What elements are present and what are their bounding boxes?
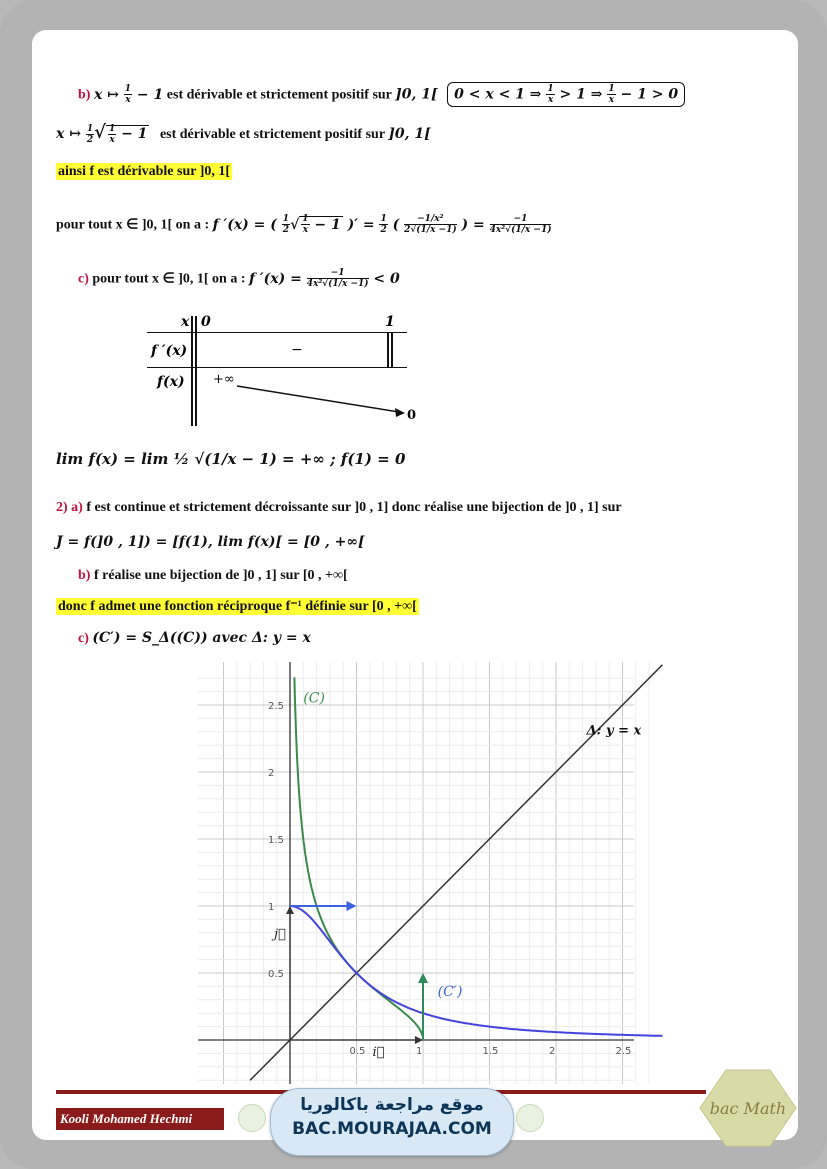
y-tick-label: 2.5 [268,701,284,712]
label-i: i⃗ [372,1045,385,1060]
line-derivative: pour tout x ∈ ]0, 1[ on a : f ′(x) = ( $\frac{1}{2}$ √ $\frac{1}{x}$ − 1 )′ = $\frac{1}{2}$ ( $\frac{\text{−1/x²}}{2√(1/x -1)}$ ) = $\frac{-1}{\text{4x²√(1/x −1)}}$ [56,214,552,235]
author-name: Kooli Mohamed Hechmi [56,1108,224,1130]
table-fprime-sign: − [291,342,303,358]
line-b: b) x ↦ $\frac{1}{x}$ − 1 est dérivable et strictement positif sur ]0, 1[ 0 < x < 1 ⇒ $\frac{1}{x}$ > 1 ⇒ $\frac{1}{x}$ − 1 > 0 [78,82,685,107]
x-tick-label: 2.5 [615,1046,632,1057]
line-2c-text: (C′) = S_Δ((C)) avec Δ: y = x [92,630,311,646]
y-tick-label: 1 [268,902,275,913]
line-2c [78,630,311,647]
document-page [32,30,798,1140]
J-expression: J = f(]0 , 1]) = [f(1), lim f(x)[ = [0 , +∞[ [56,534,365,550]
line-c-text: pour tout x ∈ ]0, 1[ on a : [92,271,246,287]
table-f-start: +∞ [213,372,235,387]
table-f-label: f(x) [157,374,185,390]
table-x-end: 1 [385,314,395,330]
line-sqrt-text: est dérivable et strictement positif sur [159,127,385,142]
line-donc [56,598,419,615]
label-C: (C) [303,690,325,707]
site-url[interactable]: BAC.MOURAJAA.COM [292,1119,492,1139]
item-label-2c: c) [78,631,89,646]
item-label-b: b) [78,87,91,103]
site-icon-right [516,1104,544,1132]
y-tick-label: 1.5 [268,835,284,846]
x-tick-label: 1 [416,1046,423,1057]
table-f-end: 0 [407,408,417,423]
line-sqrt: x ↦ $\frac{1}{2}$ √ $\frac{1}{x}$ − 1 est dérivable et strictement positif sur ]0, 1[ [56,122,431,145]
y-tick-label: 2 [268,768,275,779]
line-pour-tout: pour tout x ∈ ]0, 1[ on a : [56,217,210,233]
line-2a [56,500,622,516]
table-fprime-label: f ′(x) [151,343,188,359]
highlight-ainsi: ainsi f est dérivable sur ]0, 1[ [58,164,231,179]
label-C-prime: (C′) [437,983,463,1000]
bacmath-logo [698,1068,798,1148]
table-x-label: x [181,314,190,330]
x-tick-label: 0.5 [349,1046,366,1057]
function-graph [198,662,642,1084]
x-tick-label: 1.5 [482,1046,499,1057]
site-icon-left [238,1104,266,1132]
table-x-start: 0 [201,314,211,330]
line-ainsi [56,164,232,180]
line-2a-text: f est continue et strictement décroissante sur ]0 , 1] donc réalise une bijection de ]0 , 1] sur [86,500,622,515]
line-b-text: est dérivable et strictement positif sur [166,87,392,103]
item-label-2a: 2) a) [56,500,83,515]
site-name-arabic: موقع مراجعة باكالوريا [300,1095,484,1115]
line-2b-text: f réalise une bijection de ]0 , 1] sur [0 , +∞[ [93,568,348,583]
limit-expression: lim f(x) = lim ½ √(1/x − 1) = +∞ ; f(1) = 0 [56,450,406,468]
highlight-donc: donc f admet une fonction réciproque f⁻¹ définie sur [0 , +∞[ [58,599,417,614]
y-tick-label: 0.5 [268,969,284,980]
line-limit [56,450,405,469]
label-j: j⃗ [274,927,286,943]
line-J [56,534,365,551]
item-label-2b: b) [78,568,91,583]
table-arrow [147,316,417,431]
line-c1: c) pour tout x ∈ ]0, 1[ on a : f ′(x) = $\frac{-1}{\text{4x²√(1/x −1)}}$ < 0 [78,268,400,289]
logo-text: bac Math [709,1099,787,1118]
site-badge[interactable] [270,1088,514,1156]
line-2b [78,568,348,584]
label-delta: Δ: y = x [586,723,642,739]
item-label-c: c) [78,271,89,287]
variation-table [147,314,417,431]
x-tick-label: 2 [549,1046,556,1057]
